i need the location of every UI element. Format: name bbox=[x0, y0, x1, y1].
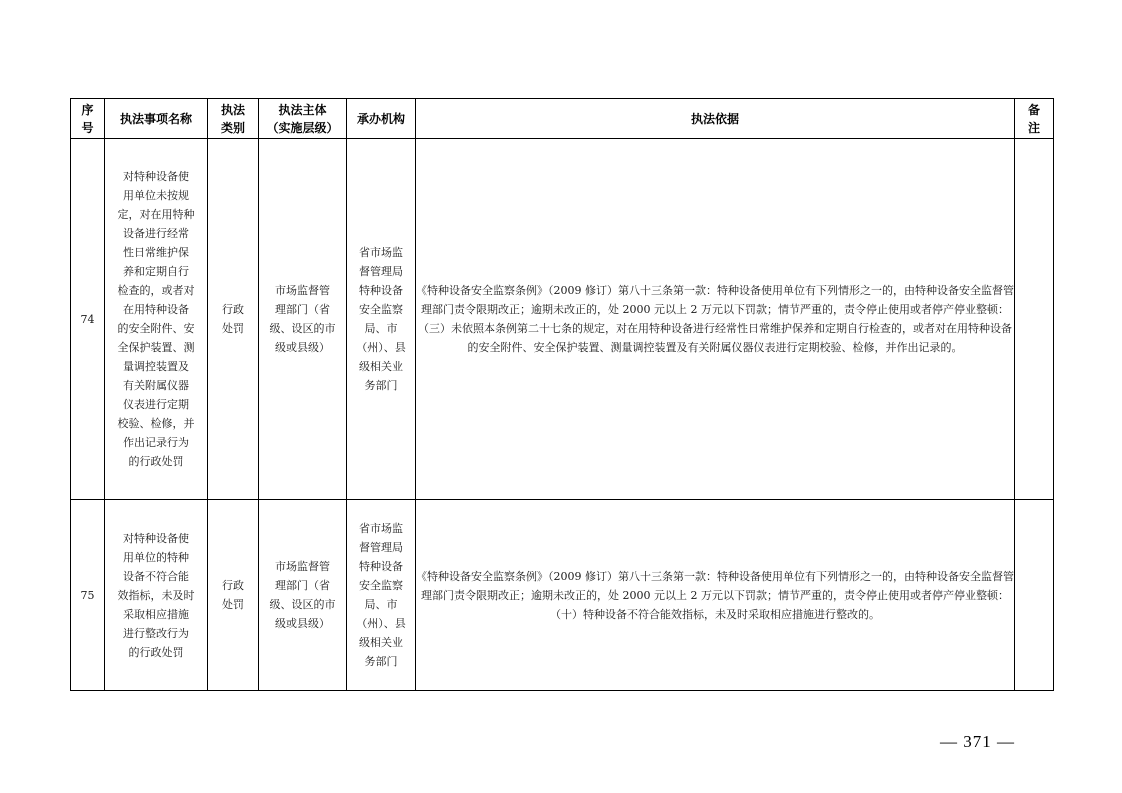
row-organ: 省市场监 督管理局 特种设备 安全监察 局、市 （州）、县 级相关业 务部门 bbox=[347, 500, 416, 691]
row-subject: 市场监督管 理部门（省 级、设区的市 级或县级） bbox=[259, 139, 347, 500]
header-seq: 序 号 bbox=[71, 99, 105, 139]
row-subject: 市场监督管 理部门（省 级、设区的市 级或县级） bbox=[259, 500, 347, 691]
row-remark bbox=[1015, 500, 1054, 691]
header-remark: 备 注 bbox=[1015, 99, 1054, 139]
row-category: 行政 处罚 bbox=[208, 139, 259, 500]
row-category: 行政 处罚 bbox=[208, 500, 259, 691]
header-item-name: 执法事项名称 bbox=[105, 99, 208, 139]
table-header-row bbox=[71, 99, 1054, 139]
row-item-name: 对特种设备使 用单位的特种 设备不符合能 效指标，未及时 采取相应措施 进行整改行为 的行政处罚 bbox=[105, 500, 208, 691]
header-category: 执法 类别 bbox=[208, 99, 259, 139]
enforcement-table bbox=[70, 98, 1054, 691]
row-organ: 省市场监 督管理局 特种设备 安全监察 局、市 （州）、县 级相关业 务部门 bbox=[347, 139, 416, 500]
row-item-name: 对特种设备使 用单位未按规 定，对在用特种 设备进行经常 性日常维护保 养和定期自行 检查的，或者对 在用特种设备 的安全附件、安 全保护装置、测 量调控装置及 有关附属仪器 仪表进行定期 校验、检修，并 作出记录行为 的行政处罚 bbox=[105, 139, 208, 500]
header-subject: 执法主体 （实施层级） bbox=[259, 99, 347, 139]
table-row bbox=[71, 139, 1054, 500]
header-organ: 承办机构 bbox=[347, 99, 416, 139]
page-number: — 371 — bbox=[940, 732, 1015, 751]
header-basis: 执法依据 bbox=[416, 99, 1015, 139]
row-seq: 74 bbox=[71, 139, 105, 500]
table-row bbox=[71, 500, 1054, 691]
row-basis: 《特种设备安全监察条例》（2009 修订）第八十三条第一款：特种设备使用单位有下列情形之一的，由特种设备安全监督管理部门责令限期改正；逾期未改正的，处 2000 元以上 2 万元以下罚款；情节严重的，责令停止使用或者停产停业整顿：（三）未依照本条例第二十七条的规定，对在用特种设备进行经常性日常维护保养和定期自行检查的，或者对在用特种设备的安全附件、安全保护装置、测量调控装置及有关附属仪器仪表进行定期校验、检修，并作出记录的。 bbox=[416, 139, 1015, 500]
row-seq: 75 bbox=[71, 500, 105, 691]
row-basis: 《特种设备安全监察条例》（2009 修订）第八十三条第一款：特种设备使用单位有下列情形之一的，由特种设备安全监督管理部门责令限期改正；逾期未改正的，处 2000 元以上 2 万元以下罚款；情节严重的，责令停止使用或者停产停业整顿：（十）特种设备不符合能效指标，未及时采取相应措施进行整改的。 bbox=[416, 500, 1015, 691]
row-remark bbox=[1015, 139, 1054, 500]
